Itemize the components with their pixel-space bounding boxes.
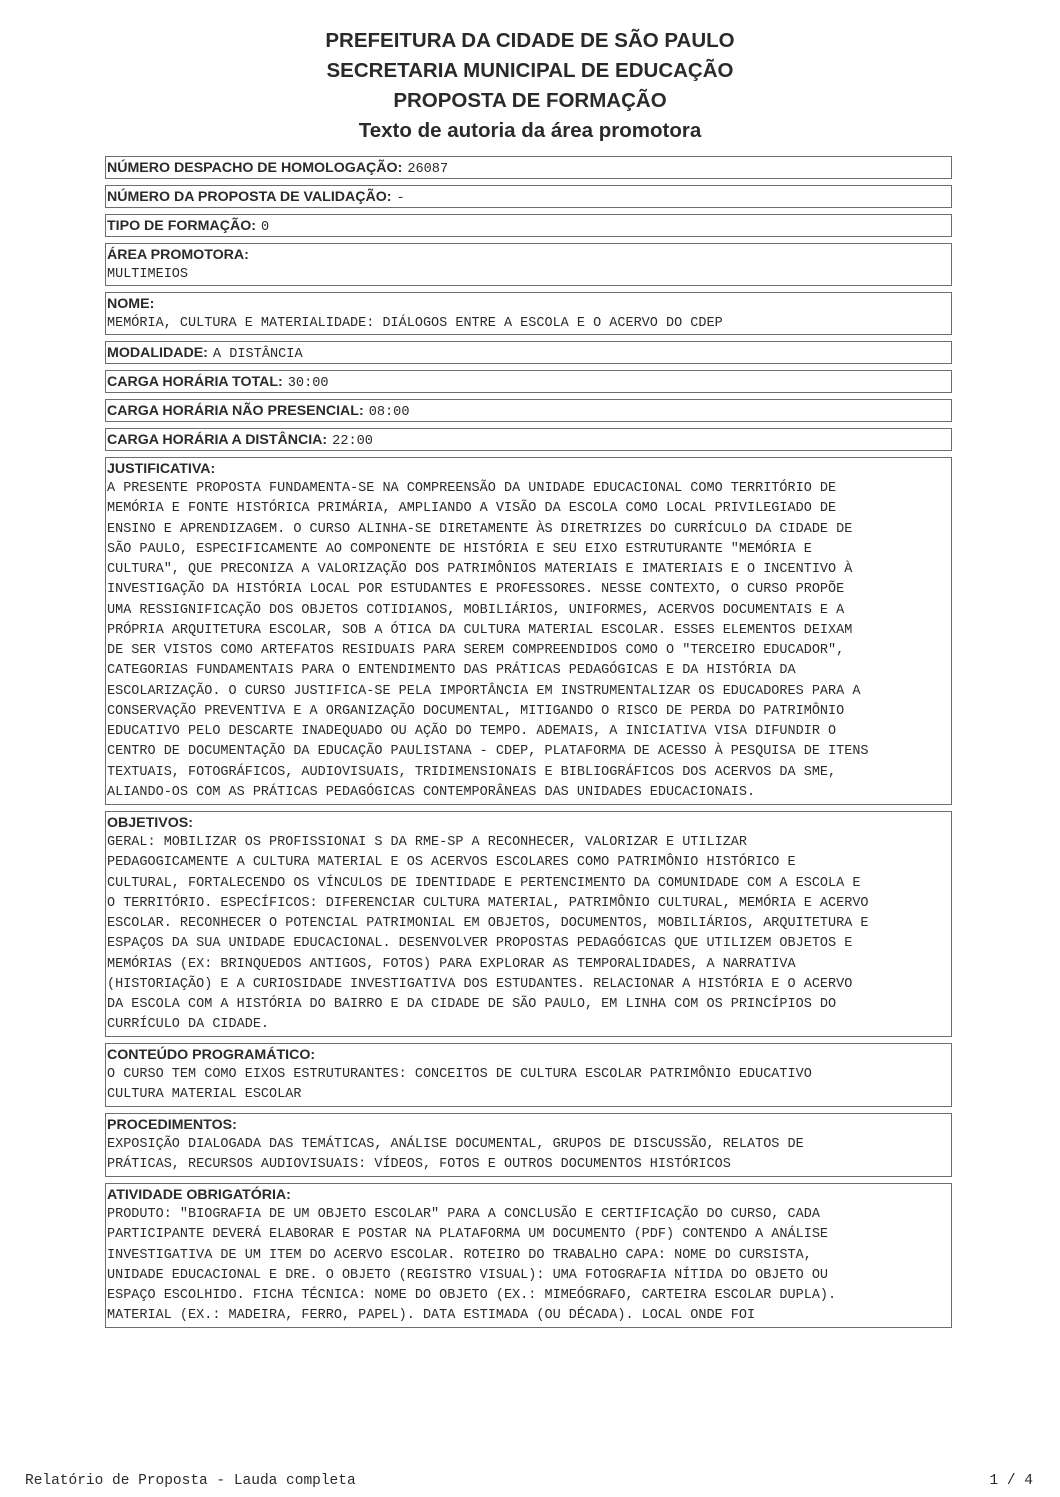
header-autoria: Texto de autoria da área promotora xyxy=(358,119,702,142)
header-proposta: PROPOSTA DE FORMAÇÃO xyxy=(393,89,667,112)
paragraph-line: O TERRITÓRIO. ESPECÍFICOS: DIFERENCIAR CULTURA MATERIAL, PATRIMÔNIO CULTURAL, MEMÓRIA E ACERVO xyxy=(107,895,869,911)
field-nome xyxy=(105,292,952,335)
paragraph-line: SÃO PAULO, ESPECIFICAMENTE AO COMPONENTE DE HISTÓRIA E SEU EIXO ESTRUTURANTE "MEMÓRIA E xyxy=(107,541,812,557)
paragraph-line: ENSINO E APRENDIZAGEM. O CURSO ALINHA-SE DIRETAMENTE ÀS DIRETRIZES DO CURRÍCULO DA CIDADE DE xyxy=(107,521,853,537)
field-carga-total-label: CARGA HORÁRIA TOTAL: xyxy=(107,374,283,390)
field-objetivos xyxy=(105,811,952,1037)
field-justificativa xyxy=(105,457,952,805)
paragraph-line: MEMÓRIAS (EX: BRINQUEDOS ANTIGOS, FOTOS) PARA EXPLORAR AS TEMPORALIDADES, A NARRATIVA xyxy=(107,956,796,972)
field-tipo-label: TIPO DE FORMAÇÃO: xyxy=(107,218,256,234)
field-despacho-value: 26087 xyxy=(407,162,449,177)
field-conteudo-programatico xyxy=(105,1043,952,1107)
paragraph-line: O CURSO TEM COMO EIXOS ESTRUTURANTES: CONCEITOS DE CULTURA ESCOLAR PATRIMÔNIO EDUCATIVO xyxy=(107,1067,812,1082)
field-area-line: MULTIMEIOS xyxy=(107,267,189,282)
field-atividade-obrigatoria xyxy=(105,1183,952,1328)
field-justificativa-label: JUSTIFICATIVA: xyxy=(107,461,216,477)
paragraph-line: INVESTIGAÇÃO DA HISTÓRIA LOCAL POR ESTUDANTES E PROFESSORES. NESSE CONTEXTO, O CURSO PROPÕE xyxy=(107,582,845,598)
paragraph-line: CURRÍCULO DA CIDADE. xyxy=(107,1017,270,1033)
field-objetivos-label: OBJETIVOS: xyxy=(107,815,193,831)
paragraph-line: CULTURA", QUE PRECONIZA A VALORIZAÇÃO DOS PATRIMÔNIOS MATERIAIS E IMATERIAIS E O INCENTIVO À xyxy=(107,562,853,577)
field-validacao-value: - xyxy=(396,191,405,206)
paragraph-line: CULTURAL, FORTALECENDO OS VÍNCULOS DE IDENTIDADE E PERTENCIMENTO DA COMUNIDADE COM A ESCOLA E xyxy=(107,875,861,891)
paragraph-line: CENTRO DE DOCUMENTAÇÃO DA EDUCAÇÃO PAULISTANA - CDEP, PLATAFORMA DE ACESSO À PESQUISA DE ITENS xyxy=(107,744,869,760)
paragraph-line: PRÁTICAS, RECURSOS AUDIOVISUAIS: VÍDEOS, FOTOS E OUTROS DOCUMENTOS HISTÓRICOS xyxy=(107,1157,731,1173)
paragraph-line: ALIANDO-OS COM AS PRÁTICAS PEDAGÓGICAS CONTEMPORÂNEAS DAS UNIDADES EDUCACIONAIS. xyxy=(107,784,756,800)
paragraph-line: ESPAÇOS DA SUA UNIDADE EDUCACIONAL. DESENVOLVER PROPOSTAS PEDAGÓGICAS QUE UTILIZEM OBJETOS E xyxy=(107,936,853,952)
paragraph-line: ESCOLARIZAÇÃO. O CURSO JUSTIFICA-SE PELA IMPORTÂNCIA EM INSTRUMENTALIZAR OS EDUCADORES PARA A xyxy=(107,683,861,699)
field-carga-total xyxy=(105,370,952,393)
proposal-fields xyxy=(105,156,952,1334)
field-nome-line: MEMÓRIA, CULTURA E MATERIALIDADE: DIÁLOGOS ENTRE A ESCOLA E O ACERVO DO CDEP xyxy=(107,316,723,331)
field-carga-nao-presencial xyxy=(105,399,952,422)
paragraph-line: PRODUTO: "BIOGRAFIA DE UM OBJETO ESCOLAR" PARA A CONCLUSÃO E CERTIFICAÇÃO DO CURSO, CADA xyxy=(107,1207,820,1222)
paragraph-line: PEDAGOGICAMENTE A CULTURA MATERIAL E OS ACERVOS ESCOLARES COMO PATRIMÔNIO HISTÓRICO E xyxy=(107,855,796,871)
paragraph-line: CATEGORIAS FUNDAMENTAIS PARA O ENTENDIMENTO DAS PRÁTICAS PEDAGÓGICAS E DA HISTÓRIA DA xyxy=(107,663,796,679)
field-carga-total-value: 30:00 xyxy=(287,376,329,391)
paragraph-line: EXPOSIÇÃO DIALOGADA DAS TEMÁTICAS, ANÁLISE DOCUMENTAL, GRUPOS DE DISCUSSÃO, RELATOS DE xyxy=(107,1137,804,1152)
field-modalidade-label: MODALIDADE: xyxy=(107,345,208,361)
field-despacho-label: NÚMERO DESPACHO DE HOMOLOGAÇÃO: xyxy=(107,160,403,176)
header-prefeitura: PREFEITURA DA CIDADE DE SÃO PAULO xyxy=(325,29,735,52)
field-tipo xyxy=(105,214,952,237)
paragraph-line: (HISTORIAÇÃO) E A CURIOSIDADE INVESTIGATIVA DOS ESTUDANTES. RELACIONAR A HISTÓRIA E O ACERVO xyxy=(107,976,853,992)
field-modalidade xyxy=(105,341,952,364)
field-procedimentos xyxy=(105,1113,952,1177)
field-carga-distancia xyxy=(105,428,952,451)
field-despacho xyxy=(105,156,952,179)
paragraph-line: A PRESENTE PROPOSTA FUNDAMENTA-SE NA COMPREENSÃO DA UNIDADE EDUCACIONAL COMO TERRITÓRIO DE xyxy=(107,481,837,496)
field-modalidade-value: A DISTÂNCIA xyxy=(212,347,303,362)
paragraph-line: MEMÓRIA E FONTE HISTÓRICA PRIMÁRIA, AMPLIANDO A VISÃO DA ESCOLA COMO LOCAL PRIVILEGIADO DE xyxy=(107,501,837,517)
paragraph-line: EDUCATIVO PELO DESCARTE INADEQUADO OU AÇÃO DO TEMPO. ADEMAIS, A INICIATIVA VISA DIFUNDIR O xyxy=(107,724,837,739)
field-carga-nao-presencial-value: 08:00 xyxy=(368,405,410,420)
paragraph-line: UNIDADE EDUCACIONAL E DRE. O OBJETO (REGISTRO VISUAL): UMA FOTOGRAFIA NÍTIDA DO OBJETO OU xyxy=(107,1267,829,1283)
field-area-promotora xyxy=(105,243,952,286)
field-nome-label: NOME: xyxy=(107,296,155,312)
paragraph-line: PARTICIPANTE DEVERÁ ELABORAR E POSTAR NA PLATAFORMA UM DOCUMENTO (PDF) CONTENDO A ANÁLISE xyxy=(107,1227,829,1243)
paragraph-line: GERAL: MOBILIZAR OS PROFISSIONAI S DA RME-SP A RECONHECER, VALORIZAR E UTILIZAR xyxy=(107,835,748,850)
field-carga-nao-presencial-label: CARGA HORÁRIA NÃO PRESENCIAL: xyxy=(107,403,364,419)
footer-report-title: Relatório de Proposta - Lauda completa xyxy=(25,1473,356,1489)
page-number: 1 / 4 xyxy=(989,1473,1033,1489)
paragraph-line: CULTURA MATERIAL ESCOLAR xyxy=(107,1087,302,1103)
paragraph-line: INVESTIGATIVA DE UM ITEM DO ACERVO ESCOLAR. ROTEIRO DO TRABALHO CAPA: NOME DO CURSISTA, xyxy=(107,1247,812,1263)
field-validacao xyxy=(105,185,952,208)
field-conteudo-label: CONTEÚDO PROGRAMÁTICO: xyxy=(107,1047,316,1063)
paragraph-line: DE SER VISTOS COMO ARTEFATOS RESIDUAIS PARA SEREM COMPREENDIDOS COMO O "TERCEIRO EDUCADOR", xyxy=(107,643,845,658)
paragraph-line: ESPAÇO ESCOLHIDO. FICHA TÉCNICA: NOME DO OBJETO (EX.: MIMEÓGRAFO, CARTEIRA ESCOLAR DUPLA). xyxy=(107,1288,837,1303)
paragraph-line: MATERIAL (EX.: MADEIRA, FERRO, PAPEL). DATA ESTIMADA (OU DÉCADA). LOCAL ONDE FOI xyxy=(107,1308,756,1324)
field-area-label: ÁREA PROMOTORA: xyxy=(107,247,249,263)
field-atividade-label: ATIVIDADE OBRIGATÓRIA: xyxy=(107,1187,291,1203)
paragraph-line: PRÓPRIA ARQUITETURA ESCOLAR, SOB A ÓTICA DA CULTURA MATERIAL ESCOLAR. ESSES ELEMENTOS DEIXAM xyxy=(107,622,853,638)
field-carga-distancia-label: CARGA HORÁRIA A DISTÂNCIA: xyxy=(107,432,328,448)
paragraph-line: UMA RESSIGNIFICAÇÃO DOS OBJETOS COTIDIANOS, MOBILIÁRIOS, UNIFORMES, ACERVOS DOCUMENTAIS E A xyxy=(107,602,845,618)
paragraph-line: CONSERVAÇÃO PREVENTIVA E A ORGANIZAÇÃO DOCUMENTAL, MITIGANDO O RISCO DE PERDA DO PATRIMÔNIO xyxy=(107,703,845,719)
field-carga-distancia-value: 22:00 xyxy=(332,434,373,449)
document-header xyxy=(0,26,1060,146)
header-secretaria: SECRETARIA MUNICIPAL DE EDUCAÇÃO xyxy=(326,59,734,82)
field-procedimentos-label: PROCEDIMENTOS: xyxy=(107,1117,237,1133)
paragraph-line: ESCOLAR. RECONHECER O POTENCIAL PATRIMONIAL EM OBJETOS, DOCUMENTOS, MOBILIÁRIOS, ARQUITETURA E xyxy=(107,916,869,931)
paragraph-line: TEXTUAIS, FOTOGRÁFICOS, AUDIOVISUAIS, TRIDIMENSIONAIS E BIBLIOGRÁFICOS DOS ACERVOS DA SME, xyxy=(107,764,837,780)
paragraph-line: DA ESCOLA COM A HISTÓRIA DO BAIRRO E DA CIDADE DE SÃO PAULO, EM LINHA COM OS PRINCÍPIOS DO xyxy=(107,997,837,1012)
field-tipo-value: 0 xyxy=(260,220,270,235)
field-validacao-label: NÚMERO DA PROPOSTA DE VALIDAÇÃO: xyxy=(107,189,392,205)
